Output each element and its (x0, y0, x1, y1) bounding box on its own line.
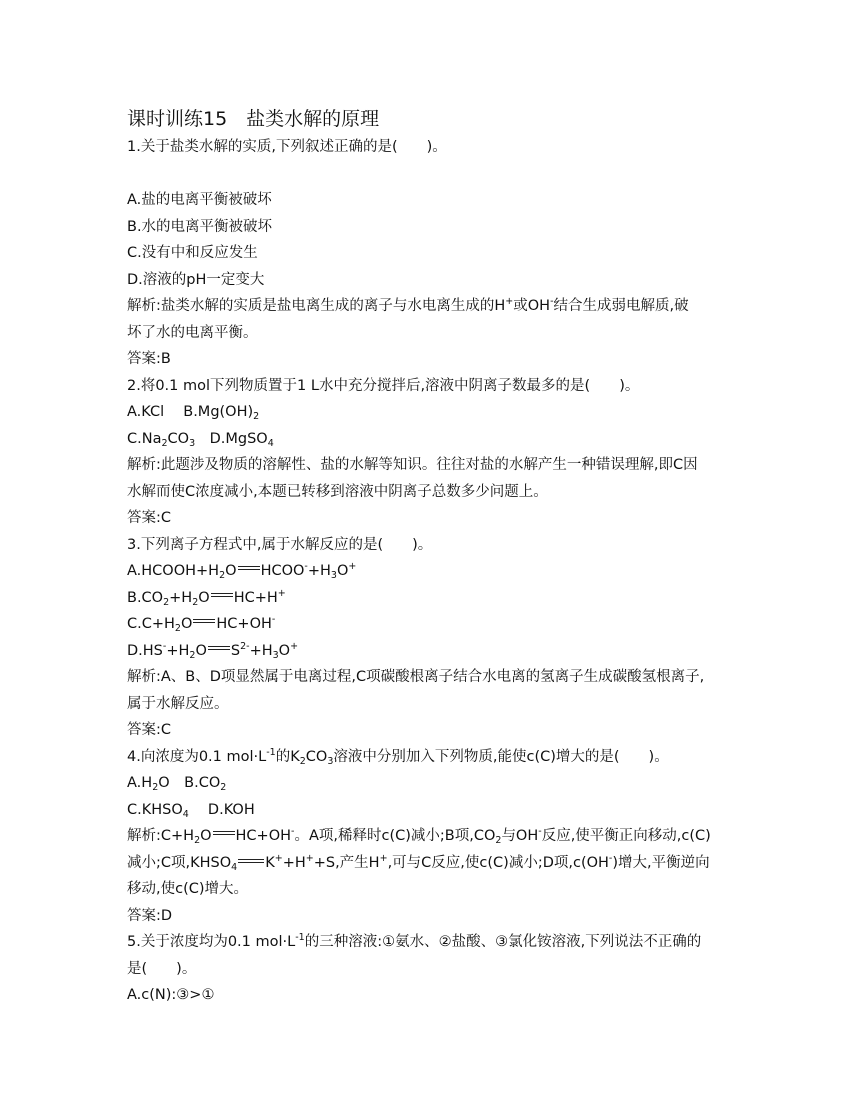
question-4-explanation-line-1: 解析$:C+H_2O$ HC+OH-。A项,稀释时c(C)减小;B项$,CO_2$与OH-反应,使平衡正向移动,c(C) (127, 826, 711, 846)
question-1-option-d: D.溶液的pH一定变大 (127, 271, 265, 288)
equals-arrow-icon (238, 858, 264, 865)
page-title: 课时训练15 盐类水解的原理 (127, 108, 380, 130)
question-1-option-b: B.水的电离平衡被破坏 (127, 218, 273, 235)
question-4-stem: 4.向浓度为0.1 $mol\cdot L^{-1}$的$K_2CO_3$溶液中分别加入下列物质,能使c(C)增大的是( )。 (127, 746, 669, 767)
question-2-answer: 答案:C (127, 510, 172, 526)
question-2-stem: 2.将0.1 mol下列物质置于1 L水中充分搅拌后,溶液中阴离子数最多的是( )。 (127, 377, 640, 394)
question-4-explanation-line-2: 减小;C项$,KHSO_4$ K++H++S,产生H+,可与C反应,使c(C)减小;D项,c(OH-)增大,平衡逆向 (127, 852, 710, 873)
question-5-option-a: A.c(N):③>① (127, 987, 215, 1003)
equilibrium-arrow-icon (211, 592, 233, 600)
question-3-option-a: $A.HCOOH+H_2O$ $HCOO^-+H_3O^+$ (127, 561, 357, 581)
question-3-option-b: $B.CO_2+H_2O$ HC+H+ (127, 587, 286, 608)
question-4-explanation-line-3: 移动,使c(C)增大。 (127, 881, 249, 897)
question-1-option-a: A.盐的电离平衡被破坏 (127, 192, 272, 208)
question-1-explanation-line-1: 解析:盐类水解的实质是盐电离生成的离子与水电离生成的H+或OH-结合生成弱电解质,破 (127, 296, 689, 314)
equilibrium-arrow-icon (193, 618, 215, 626)
blank-line (127, 161, 747, 188)
question-3-explanation-line-1: 解析:A、B、D项显然属于电离过程,C项碳酸根离子结合水电离的氢离子生成碳酸氢根离子, (127, 669, 705, 685)
question-2-explanation-line-2: 水解而使C浓度减小,本题已转移到溶液中阴离子总数多少问题上。 (127, 483, 548, 500)
question-4-options-cd: $C.KHSO_4$ D.KOH (127, 801, 255, 820)
question-1-explanation-line-2: 坏了水的电离平衡。 (127, 324, 258, 341)
question-5-stem-line-1: 5.关于浓度均为0.1 $mol\cdot L^{-1}$的三种溶液:①氨水、②盐酸、③氯化铵溶液,下列说法不正确的 (127, 932, 702, 950)
question-4-options-ab: $A.H_2O$ $B.CO_2$ (127, 775, 227, 793)
question-2-options-ab: A.KCl $B.Mg(OH)_2$ (127, 404, 260, 422)
question-3-option-c: $C.C+H_2O$ HC+OH- (127, 614, 276, 634)
question-2-explanation-line-1: 解析:此题涉及物质的溶解性、盐的水解等知识。往往对盐的水解产生一种错误理解,即C因 (127, 457, 698, 473)
question-3-stem: 3.下列离子方程式中,属于水解反应的是( )。 (127, 536, 433, 553)
question-1-answer: 答案:B (127, 351, 171, 367)
equilibrium-arrow-icon (213, 830, 235, 838)
question-5-stem-line-2: 是( )。 (127, 960, 197, 977)
equilibrium-arrow-icon (208, 645, 230, 653)
question-3-answer: 答案:C (127, 722, 172, 738)
equilibrium-arrow-icon (238, 565, 260, 573)
question-1-stem: 1.关于盐类水解的实质,下列叙述正确的是( )。 (127, 139, 447, 155)
question-2-options-cd: $C.Na_2CO_3$ D.MgSO$_4$ (127, 430, 274, 449)
question-3-option-d: $D.HS^-+H_2O$ $S^{2-}+H_3O^+$ (127, 640, 299, 661)
question-3-explanation-line-2: 属于水解反应。 (127, 695, 229, 712)
question-1-option-c: C.没有中和反应发生 (127, 245, 258, 261)
document-page (127, 104, 747, 1009)
question-4-answer: 答案:D (127, 907, 173, 924)
